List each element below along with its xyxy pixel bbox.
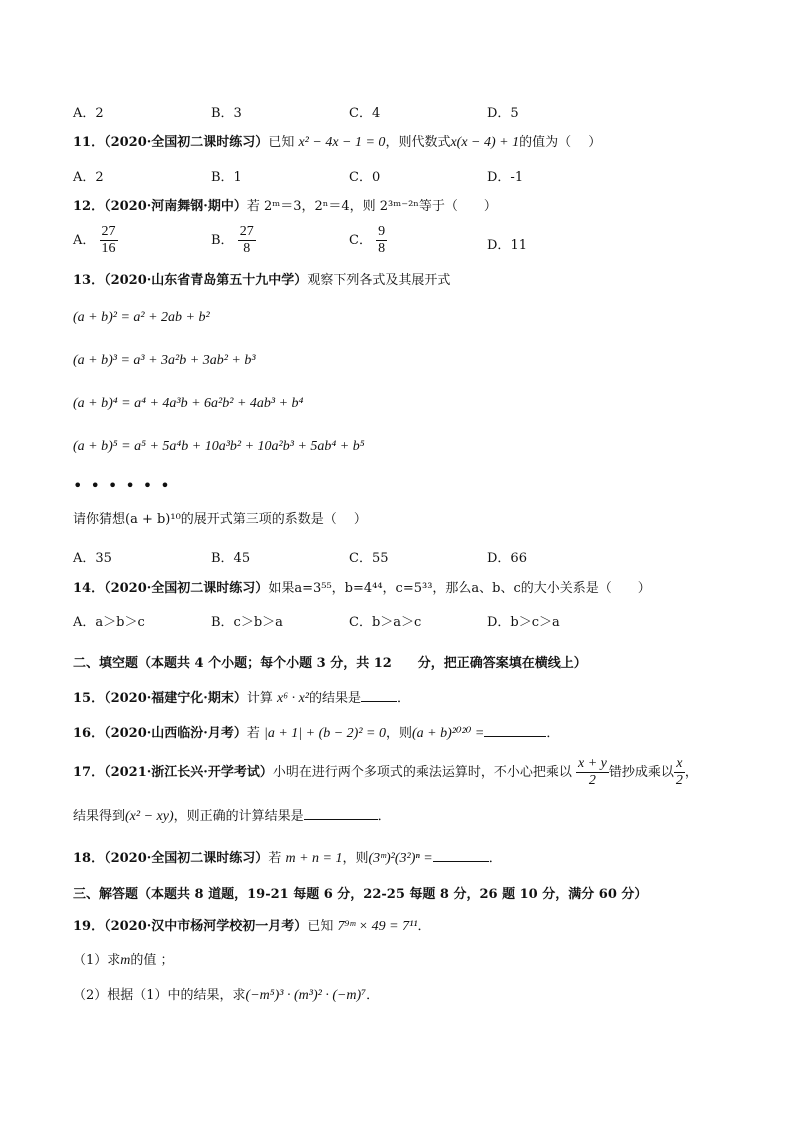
q15-answer-blank[interactable] — [361, 688, 397, 702]
q11-option-c: C．0 — [349, 170, 381, 185]
q11-option-a: A．2 — [73, 170, 104, 185]
q11-stem-mid: ，则代数式 — [385, 135, 451, 150]
q14-stem: 如果a=3⁵⁵，b=4⁴⁴，c=5³³，那么a、b、c的大小关系是（ ） — [268, 581, 651, 596]
q17-fraction-2 — [674, 756, 685, 789]
q12-option-d — [487, 234, 527, 253]
q17-number: 17． — [73, 765, 105, 780]
q12-source: （2020·河南舞钢·期中） — [104, 199, 247, 214]
q18-stem: 若 — [268, 851, 282, 866]
question-15 — [73, 688, 410, 708]
q17-mid: 错抄成乘以 — [608, 765, 674, 780]
q12-option-b-letter: B． — [211, 233, 234, 248]
q17-fraction-1 — [576, 756, 609, 789]
q13-question: 请你猜想(a + b)¹⁰的展开式第三项的系数是（ ） — [73, 512, 367, 527]
q12-option-a — [73, 224, 118, 257]
q12-c-denominator: 8 — [378, 241, 386, 256]
question-14 — [73, 580, 651, 598]
q15-number: 15． — [73, 691, 105, 706]
q17-line2-pre: 结果得到 — [73, 809, 126, 824]
q19-sub2-end: ． — [366, 988, 380, 1003]
q12-a-numerator: 27 — [101, 224, 116, 239]
q16-end: ． — [546, 726, 560, 741]
q10-option-d: D．5 — [487, 106, 519, 121]
q13-option-a: A．35 — [73, 551, 112, 566]
q11-stem-pre: 已知 — [268, 135, 295, 150]
q11-option-b: B．1 — [211, 170, 242, 185]
q13-equation-4: (a + b)⁵ = a⁵ + 5a⁴b + 10a³b² + 10a²b³ + 5ab⁴ + b⁵ — [73, 439, 365, 454]
q18-end: ． — [488, 851, 502, 866]
q17-line-2 — [73, 806, 391, 826]
q17-line2-post: ，则正确的计算结果是 — [173, 809, 304, 824]
question-16 — [73, 723, 559, 743]
q18-answer-blank[interactable] — [433, 848, 489, 862]
q12-number: 12． — [73, 199, 105, 214]
q17-end: ． — [377, 809, 391, 824]
q14-option-a: A．a＞b＞c — [73, 615, 145, 630]
q16-number: 16． — [73, 726, 105, 741]
q18-number: 18． — [73, 851, 105, 866]
section-2-heading: 二、填空题（本题共 4 个小题；每个小题 3 分，共 12 分，把正确答案填在横线上） — [73, 656, 587, 671]
q15-post: 的结果是 — [308, 691, 361, 706]
q14-option-b: B．c＞b＞a — [211, 615, 283, 630]
q19-subquestion-2 — [73, 987, 379, 1005]
q10-option-c: C．4 — [349, 106, 381, 121]
q12-option-d-letter: D． — [487, 238, 511, 253]
q13-equation-1: (a + b)² = a² + 2ab + b² — [73, 310, 210, 325]
q12-a-denominator: 16 — [101, 241, 116, 256]
q17-comma: ， — [684, 765, 698, 780]
q17-answer-blank[interactable] — [304, 806, 378, 820]
q13-ellipsis-dots: •••••• — [73, 476, 178, 495]
q14-option-d: D．b＞c＞a — [487, 615, 560, 630]
q13-option-c: C．55 — [349, 551, 389, 566]
q12-c-numerator: 9 — [378, 224, 386, 239]
q16-expression-2: (a + b)²⁰²⁰ = — [412, 726, 485, 741]
q18-mid: ，则 — [342, 851, 369, 866]
q12-option-b-fraction — [238, 224, 256, 257]
question-11 — [73, 134, 601, 152]
q12-option-a-fraction — [100, 224, 118, 257]
q19-stem: 已知 — [307, 919, 334, 934]
question-18 — [73, 848, 502, 868]
q14-option-c: C．b＞a＞c — [349, 615, 422, 630]
q12-option-d-value: 11 — [510, 238, 527, 253]
q16-answer-blank[interactable] — [484, 723, 546, 737]
q10-option-a: A．2 — [73, 106, 104, 121]
q12-b-denominator: 8 — [243, 241, 251, 256]
q11-equation: x² − 4x − 1 = 0 — [298, 135, 386, 150]
q19-expression: 7⁹ᵐ × 49 = 7¹¹ — [337, 919, 418, 934]
q12-option-b — [211, 224, 256, 257]
q17-fraction-2-denominator: 2 — [675, 773, 683, 788]
q11-option-d: D．-1 — [487, 170, 524, 185]
q19-source: （2020·汉中市杨河学校初一月考） — [104, 919, 308, 934]
q10-option-b: B．3 — [211, 106, 242, 121]
q15-source: （2020·福建宁化·期末） — [104, 691, 247, 706]
q11-number: 11． — [73, 135, 105, 150]
q19-sub1-variable: m — [120, 953, 131, 968]
q19-sub1-pre: （1）求 — [73, 953, 121, 968]
q12-option-c-fraction — [376, 224, 387, 257]
q11-source: （2020·全国初二课时练习） — [104, 135, 269, 150]
q19-subquestion-1 — [73, 952, 174, 970]
q12-option-a-letter: A． — [73, 233, 96, 248]
q13-number: 13． — [73, 273, 105, 288]
q17-fraction-1-denominator: 2 — [588, 773, 596, 788]
q12-b-numerator: 27 — [239, 224, 254, 239]
q15-stem: 计算 — [246, 691, 273, 706]
q15-end: ． — [397, 691, 411, 706]
q15-expression: x⁶ · x² — [276, 691, 309, 706]
q16-source: （2020·山西临汾·月考） — [104, 726, 247, 741]
q11-expression: x(x − 4) + 1 — [450, 135, 520, 150]
q19-number: 19． — [73, 919, 105, 934]
q16-expression: |a + 1| + (b − 2)² = 0 — [263, 726, 386, 741]
q19-sub2-expression: (−m⁵)³ · (m³)² · (−m)⁷ — [245, 988, 367, 1003]
q14-number: 14． — [73, 581, 105, 596]
q13-source: （2020·山东省青岛第五十九中学） — [104, 273, 308, 288]
section-3-heading: 三、解答题（本题共 8 道题，19-21 每题 6 分，22-25 每题 8 分，26 题 10 分，满分 60 分） — [73, 887, 648, 902]
q17-fraction-1-numerator: x + y — [577, 756, 607, 771]
q12-option-c — [349, 224, 387, 257]
q12-stem: 若 2ᵐ＝3，2ⁿ＝4，则 2³ᵐ⁻²ⁿ等于（ ） — [246, 199, 497, 214]
q18-expression: m + n = 1 — [285, 851, 343, 866]
q13-equation-3: (a + b)⁴ = a⁴ + 4a³b + 6a²b² + 4ab³ + b⁴ — [73, 396, 304, 411]
q11-stem-post: 的值为（ ） — [519, 135, 602, 150]
question-17 — [73, 756, 698, 790]
q13-option-b: B．45 — [211, 551, 251, 566]
question-12 — [73, 198, 497, 216]
q17-fraction-2-numerator: x — [674, 756, 685, 773]
q13-option-d: D．66 — [487, 551, 527, 566]
q12-option-c-letter: C． — [349, 233, 372, 248]
q19-sub2-pre: （2）根据（1）中的结果，求 — [73, 988, 246, 1003]
q17-stem: 小明在进行两个多项式的乘法运算时，不小心把乘以 — [272, 765, 572, 780]
q16-stem: 若 — [246, 726, 260, 741]
q17-line2-expression: (x² − xy) — [125, 809, 174, 824]
q19-sub1-post: 的值 ； — [130, 953, 174, 968]
q14-source: （2020·全国初二课时练习） — [104, 581, 269, 596]
q19-end: ． — [417, 919, 431, 934]
q18-expression-2: (3ᵐ)²(3²)ⁿ = — [368, 851, 433, 866]
question-19 — [73, 918, 430, 936]
q13-equation-2: (a + b)³ = a³ + 3a²b + 3ab² + b³ — [73, 353, 256, 368]
question-13 — [73, 272, 450, 290]
q13-stem: 观察下列各式及其展开式 — [307, 273, 451, 288]
q18-source: （2020·全国初二课时练习） — [104, 851, 269, 866]
q17-source: （2021·浙江长兴·开学考试） — [104, 765, 273, 780]
q16-mid: ，则 — [386, 726, 413, 741]
